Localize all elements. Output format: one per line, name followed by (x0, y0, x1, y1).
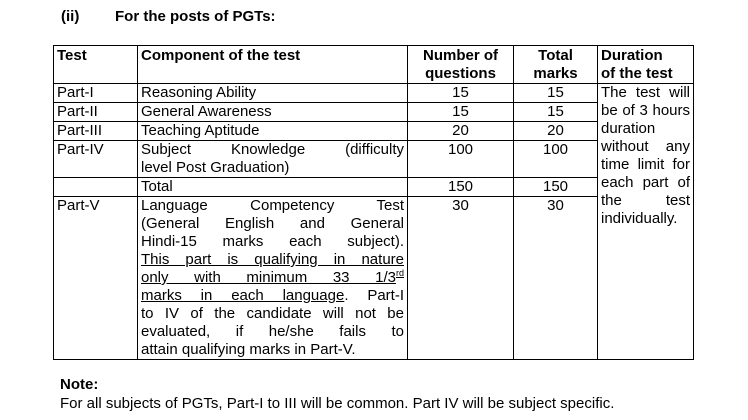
duration-cell: The test will be of 3 hours duration without any time limit for each part of the test individually. (598, 84, 694, 360)
test-cell: Part-III (54, 122, 138, 141)
marks-cell: 20 (514, 122, 598, 141)
questions-cell: 30 (408, 197, 514, 360)
test-cell: Part-V (54, 197, 138, 360)
header-test: Test (54, 46, 138, 84)
component-cell: Reasoning Ability (138, 84, 408, 103)
table-header-row (54, 46, 694, 84)
total-label: Total (138, 178, 408, 197)
test-cell: Part-I (54, 84, 138, 103)
component-cell: Language Competency Test (General English and General Hindi-15 marks each subject). This part is qualifying in nature only with minimum 33 1/3rd marks in each language. Part-I to IV of the candidate will not be evaluated, if he/she fails to attain qualifying marks in Part-V. (138, 197, 408, 360)
questions-cell: 20 (408, 122, 514, 141)
header-marks: Total marks (514, 46, 598, 84)
note-title: Note: (60, 376, 99, 393)
total-questions: 150 (408, 178, 514, 197)
header-questions: Number of questions (408, 46, 514, 84)
section-heading (61, 8, 276, 25)
test-cell-empty (54, 178, 138, 197)
marks-cell: 30 (514, 197, 598, 360)
table-row (54, 84, 694, 103)
section-title: For the posts of PGTs: (115, 8, 276, 25)
qualifying-note: This part is qualifying in nature (141, 251, 404, 268)
section-number: (ii) (61, 8, 80, 25)
questions-cell: 15 (408, 84, 514, 103)
questions-cell: 100 (408, 141, 514, 178)
note-section (60, 375, 614, 413)
total-marks: 150 (514, 178, 598, 197)
note-text: For all subjects of PGTs, Part-I to III will be common. Part IV will be subject specific. (60, 395, 615, 412)
header-component: Component of the test (138, 46, 408, 84)
marks-cell: 15 (514, 103, 598, 122)
marks-cell: 100 (514, 141, 598, 178)
questions-cell: 15 (408, 103, 514, 122)
marks-cell: 15 (514, 84, 598, 103)
header-duration: Duration of the test (598, 46, 694, 84)
component-cell: Teaching Aptitude (138, 122, 408, 141)
test-cell: Part-II (54, 103, 138, 122)
pgt-test-table (53, 45, 694, 360)
test-cell: Part-IV (54, 141, 138, 178)
component-cell: General Awareness (138, 103, 408, 122)
component-cell: Subject Knowledge (difficulty level Post Graduation) (138, 141, 408, 178)
